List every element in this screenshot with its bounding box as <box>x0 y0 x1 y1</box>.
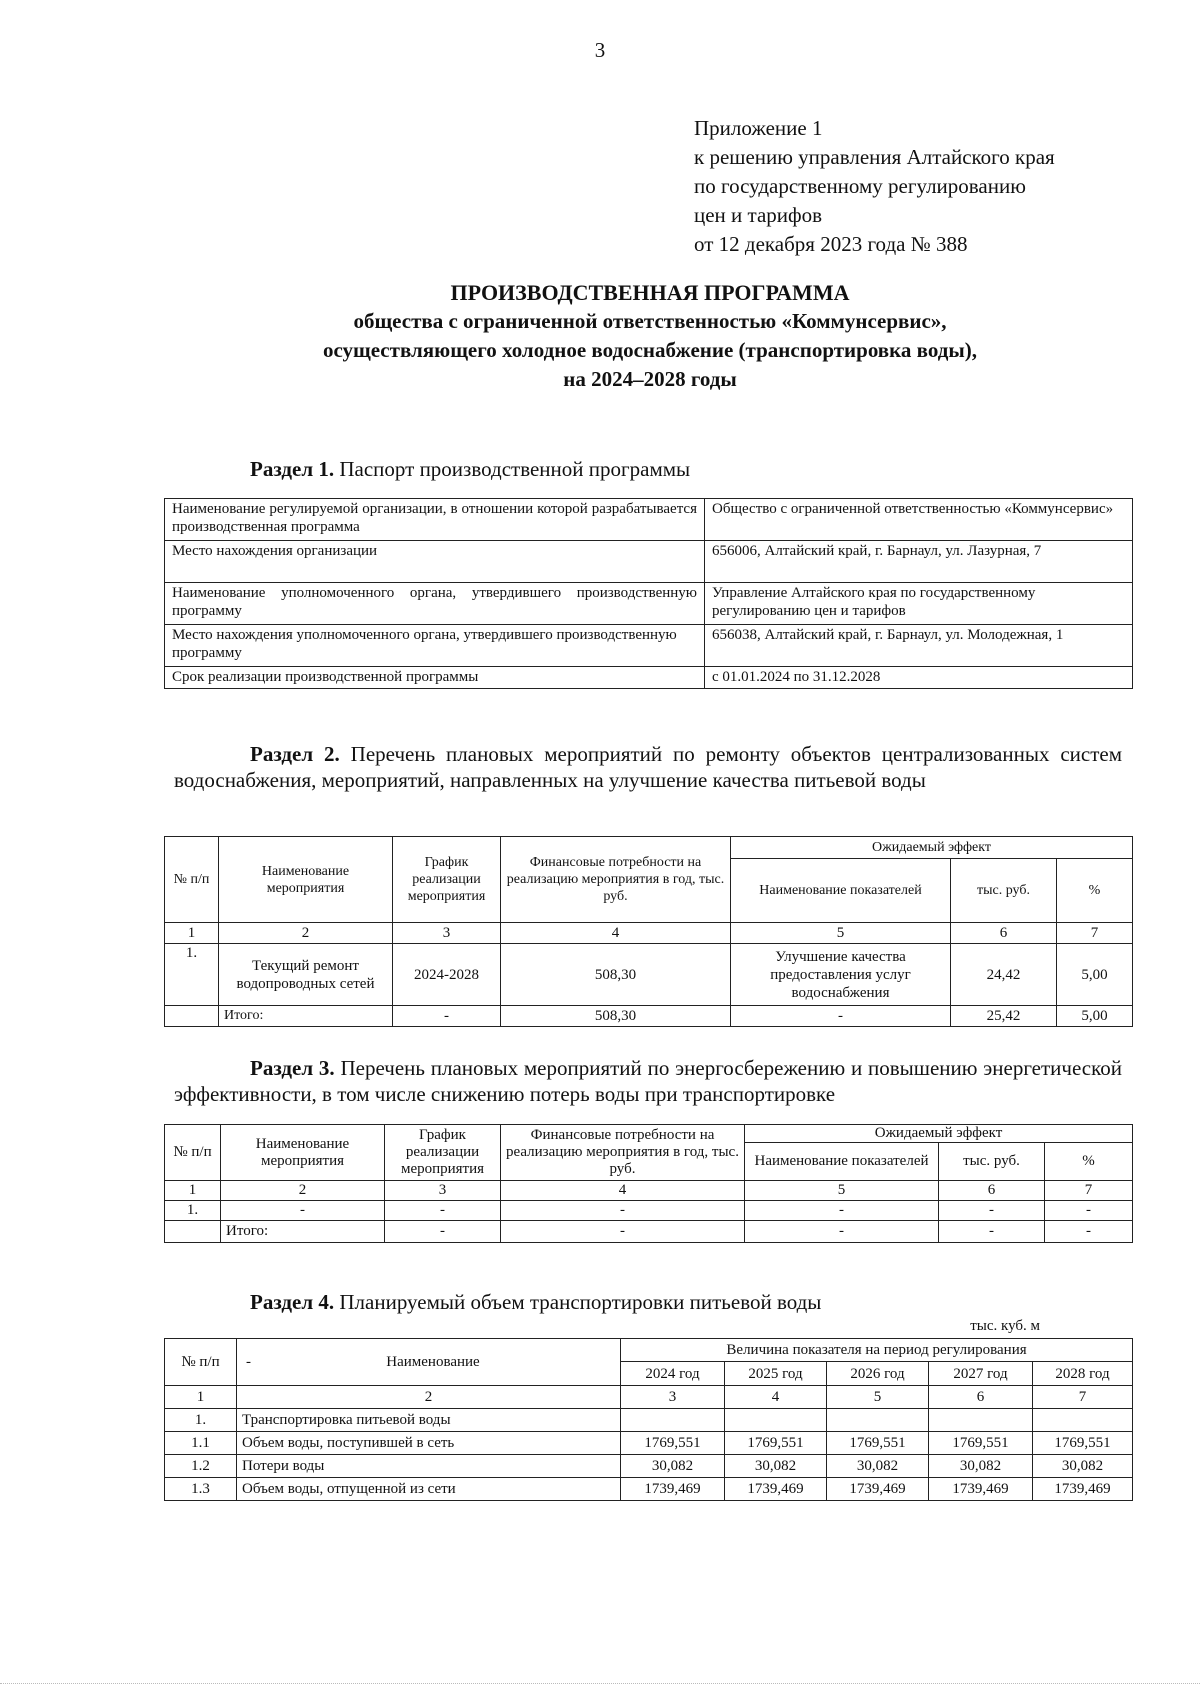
table-row <box>165 541 1133 583</box>
appendix-line: от 12 декабря 2023 года № 388 <box>694 232 968 256</box>
row-value: 1769,551 <box>725 1432 827 1455</box>
row-value: 30,082 <box>827 1455 929 1478</box>
col-number: 4 <box>501 923 731 944</box>
table-row <box>165 625 1133 667</box>
page-bottom-divider <box>0 1683 1200 1684</box>
row-value: 1769,551 <box>929 1432 1033 1455</box>
table-row <box>165 1409 1133 1432</box>
units-label: тыс. куб. м <box>970 1318 1040 1334</box>
section4-heading <box>250 1289 821 1315</box>
passport-value: с 01.01.2024 по 31.12.2028 <box>705 667 1133 689</box>
col-indicator-header: Наименование показателей <box>745 1143 939 1181</box>
row-name: Объем воды, отпущенной из сети <box>237 1478 621 1501</box>
table-row <box>165 944 1133 1006</box>
row-value: 30,082 <box>621 1455 725 1478</box>
col-finance-header: Финансовые потребности на реализацию мероприятия в год, тыс. руб. <box>501 1125 745 1181</box>
row-value: 1739,469 <box>929 1478 1033 1501</box>
section3-heading <box>174 1055 1122 1107</box>
row-num: 1. <box>165 944 219 1006</box>
section1-title: Паспорт производственной программы <box>339 457 691 481</box>
row-value <box>725 1409 827 1432</box>
table-header-row <box>165 1125 1133 1143</box>
table-row <box>165 1201 1133 1221</box>
col-number: 6 <box>939 1181 1045 1201</box>
col-period-header: Величина показателя на период регулирования <box>621 1339 1133 1362</box>
row-value: 1769,551 <box>621 1432 725 1455</box>
col-year-header: 2027 год <box>929 1362 1033 1386</box>
passport-key: Срок реализации производственной программы <box>165 667 705 689</box>
col-num-header: № п/п <box>165 1125 221 1181</box>
col-number: 5 <box>731 923 951 944</box>
total-schedule: - <box>393 1006 501 1027</box>
document-title <box>0 278 1200 394</box>
appendix-header <box>694 114 1055 259</box>
row-value: 1739,469 <box>725 1478 827 1501</box>
row-value: 1769,551 <box>827 1432 929 1455</box>
total-finance: 508,30 <box>501 1006 731 1027</box>
table-header-row <box>165 837 1133 859</box>
table-row <box>165 1386 1133 1409</box>
col-number: 6 <box>929 1386 1033 1409</box>
row-percent: - <box>1045 1201 1133 1221</box>
passport-table <box>164 498 1133 689</box>
row-value <box>621 1409 725 1432</box>
row-name: Потери воды <box>237 1455 621 1478</box>
row-value: 30,082 <box>725 1455 827 1478</box>
row-value <box>1033 1409 1133 1432</box>
col-number: 1 <box>165 1181 221 1201</box>
col-name-header <box>237 1339 621 1386</box>
row-num: 1.3 <box>165 1478 237 1501</box>
row-value: 1739,469 <box>621 1478 725 1501</box>
table-row <box>165 1432 1133 1455</box>
passport-value: 656006, Алтайский край, г. Барнаул, ул. Лазурная, 7 <box>705 541 1133 583</box>
col-thousand-header: тыс. руб. <box>939 1143 1045 1181</box>
section4-label: Раздел 4. <box>250 1290 335 1314</box>
col-number: 4 <box>725 1386 827 1409</box>
total-percent: - <box>1045 1221 1133 1243</box>
appendix-line: цен и тарифов <box>694 203 823 227</box>
row-value <box>827 1409 929 1432</box>
table-row <box>165 1181 1133 1201</box>
row-schedule: - <box>385 1201 501 1221</box>
row-value: 1739,469 <box>1033 1478 1133 1501</box>
table-row <box>165 583 1133 625</box>
row-thousand: - <box>939 1201 1045 1221</box>
col-thousand-header: тыс. руб. <box>951 859 1057 923</box>
col-year-header: 2026 год <box>827 1362 929 1386</box>
row-value: 1769,551 <box>1033 1432 1133 1455</box>
col-number: 4 <box>501 1181 745 1201</box>
row-value: 30,082 <box>929 1455 1033 1478</box>
col-indicator-header: Наименование показателей <box>731 859 951 923</box>
repair-measures-table <box>164 836 1133 1027</box>
table-row <box>165 1478 1133 1501</box>
appendix-line: по государственному регулированию <box>694 174 1026 198</box>
row-finance: - <box>501 1201 745 1221</box>
row-indicator: Улучшение качества предоставления услуг водоснабжения <box>731 944 951 1006</box>
row-indicator: - <box>745 1201 939 1221</box>
total-indicator: - <box>731 1006 951 1027</box>
row-percent: 5,00 <box>1057 944 1133 1006</box>
dash-mark: - <box>246 1354 251 1370</box>
total-label: Итого: <box>221 1221 385 1243</box>
row-name: Объем воды, поступившей в сеть <box>237 1432 621 1455</box>
col-number: 3 <box>385 1181 501 1201</box>
total-thousand: 25,42 <box>951 1006 1057 1027</box>
col-year-header: 2028 год <box>1033 1362 1133 1386</box>
appendix-line: к решению управления Алтайского края <box>694 145 1055 169</box>
appendix-line: Приложение 1 <box>694 116 823 140</box>
section2-title: Перечень плановых мероприятий по ремонту объектов централизованных систем водоснабжения, мероприятий, направленных на улучшение качества питьевой воды <box>174 742 1123 792</box>
col-number: 2 <box>219 923 393 944</box>
section3-title: Перечень плановых мероприятий по энергосбережению и повышению энергетической эффективности, в том числе снижению потерь воды при транспортировке <box>174 1056 1122 1106</box>
row-num: 1. <box>165 1409 237 1432</box>
row-schedule: 2024-2028 <box>393 944 501 1006</box>
row-num: 1.2 <box>165 1455 237 1478</box>
col-number: 5 <box>827 1386 929 1409</box>
total-label: Итого: <box>219 1006 393 1027</box>
title-line: на 2024–2028 годы <box>563 367 737 391</box>
passport-key: Наименование регулируемой организации, в отношении которой разрабатывается производственная программа <box>165 499 705 541</box>
table-row <box>165 923 1133 944</box>
water-volume-table <box>164 1338 1133 1501</box>
col-schedule-header: График реализации мероприятия <box>385 1125 501 1181</box>
title-line: ПРОИЗВОДСТВЕННАЯ ПРОГРАММА <box>450 280 850 305</box>
table-row <box>165 667 1133 689</box>
total-num <box>165 1006 219 1027</box>
passport-value: 656038, Алтайский край, г. Барнаул, ул. Молодежная, 1 <box>705 625 1133 667</box>
total-num <box>165 1221 221 1243</box>
col-number: 5 <box>745 1181 939 1201</box>
row-value <box>929 1409 1033 1432</box>
col-effect-header: Ожидаемый эффект <box>745 1125 1133 1143</box>
col-name-label: Наименование <box>386 1354 480 1370</box>
passport-value: Управление Алтайского края по государственному регулированию цен и тарифов <box>705 583 1133 625</box>
row-thousand: 24,42 <box>951 944 1057 1006</box>
row-name: Транспортировка питьевой воды <box>237 1409 621 1432</box>
col-effect-header: Ожидаемый эффект <box>731 837 1133 859</box>
page-number: 3 <box>594 38 606 62</box>
col-num-header: № п/п <box>165 1339 237 1386</box>
section2-label: Раздел 2. <box>250 742 340 766</box>
row-value: 30,082 <box>1033 1455 1133 1478</box>
section2-heading <box>174 741 1122 793</box>
col-name-header: Наименование мероприятия <box>221 1125 385 1181</box>
section4-title: Планируемый объем транспортировки питьевой воды <box>339 1290 822 1314</box>
section1-label: Раздел 1. <box>250 457 335 481</box>
table-row <box>165 1455 1133 1478</box>
col-number: 2 <box>237 1386 621 1409</box>
col-number: 3 <box>621 1386 725 1409</box>
col-number: 7 <box>1045 1181 1133 1201</box>
col-number: 3 <box>393 923 501 944</box>
table-header-row <box>165 1339 1133 1362</box>
total-schedule: - <box>385 1221 501 1243</box>
energy-measures-table <box>164 1124 1133 1243</box>
table-total-row <box>165 1006 1133 1027</box>
total-indicator: - <box>745 1221 939 1243</box>
total-finance: - <box>501 1221 745 1243</box>
row-finance: 508,30 <box>501 944 731 1006</box>
passport-key: Место нахождения организации <box>165 541 705 583</box>
col-number: 6 <box>951 923 1057 944</box>
col-number: 7 <box>1057 923 1133 944</box>
table-row <box>165 499 1133 541</box>
col-number: 1 <box>165 923 219 944</box>
section1-heading <box>250 456 690 482</box>
row-num: 1.1 <box>165 1432 237 1455</box>
col-number: 7 <box>1033 1386 1133 1409</box>
col-num-header: № п/п <box>165 837 219 923</box>
passport-key: Наименование уполномоченного органа, утвердившего производственную программу <box>165 583 705 625</box>
title-line: осуществляющего холодное водоснабжение (транспортировка воды), <box>322 338 978 362</box>
row-name: Текущий ремонт водопроводных сетей <box>219 944 393 1006</box>
section3-label: Раздел 3. <box>250 1056 335 1080</box>
row-value: 1739,469 <box>827 1478 929 1501</box>
col-number: 2 <box>221 1181 385 1201</box>
col-finance-header: Финансовые потребности на реализацию мероприятия в год, тыс. руб. <box>501 837 731 923</box>
col-schedule-header: График реализации мероприятия <box>393 837 501 923</box>
total-percent: 5,00 <box>1057 1006 1133 1027</box>
title-line: общества с ограниченной ответственностью «Коммунсервис», <box>353 309 947 333</box>
row-name: - <box>221 1201 385 1221</box>
passport-key: Место нахождения уполномоченного органа, утвердившего производственную программу <box>165 625 705 667</box>
passport-value: Общество с ограниченной ответственностью «Коммунсервис» <box>705 499 1133 541</box>
col-number: 1 <box>165 1386 237 1409</box>
col-year-header: 2024 год <box>621 1362 725 1386</box>
row-num: 1. <box>165 1201 221 1221</box>
col-year-header: 2025 год <box>725 1362 827 1386</box>
total-thousand: - <box>939 1221 1045 1243</box>
table-total-row <box>165 1221 1133 1243</box>
col-name-header: Наименование мероприятия <box>219 837 393 923</box>
col-percent-header: % <box>1045 1143 1133 1181</box>
col-percent-header: % <box>1057 859 1133 923</box>
